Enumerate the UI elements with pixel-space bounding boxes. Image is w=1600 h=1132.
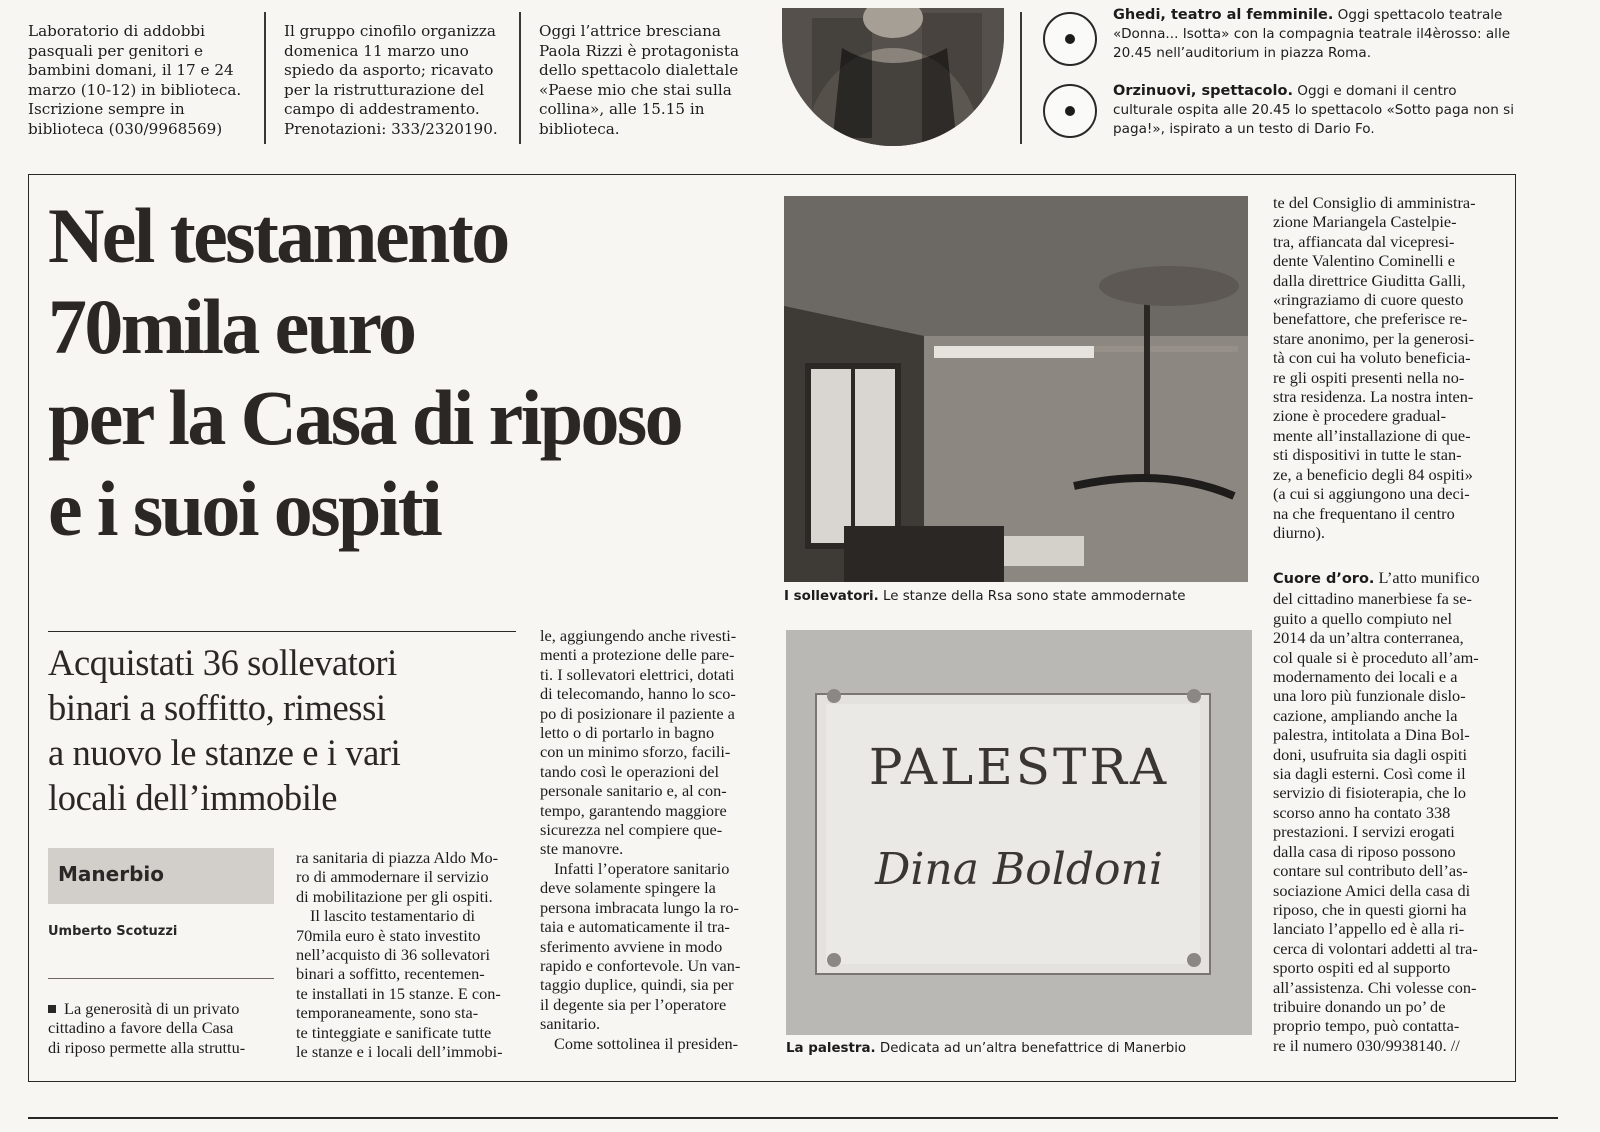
body-line: taia e automaticamente il tra- xyxy=(540,917,730,937)
headline-line: per la Casa di riposo xyxy=(48,374,682,461)
body-line: Il lascito testamentario di xyxy=(310,906,476,926)
body-line: stra residenza. La nostra inten- xyxy=(1273,387,1474,407)
brief-line: Iscrizione sempre in xyxy=(28,100,185,119)
column-divider xyxy=(264,12,266,144)
body-line: con un minimo sforzo, facili- xyxy=(540,742,731,762)
paragraph-lead: Cuore d’oro. xyxy=(1273,571,1375,587)
body-line: mente all’installazione di que- xyxy=(1273,425,1471,445)
body-column-4 xyxy=(1273,193,1476,542)
body-line: te installati in 15 stanze. E con- xyxy=(296,983,501,1003)
brief-cinofilo xyxy=(284,22,514,140)
event-text: Oggi e domani il centro xyxy=(1292,83,1457,99)
photo-palestra-art xyxy=(786,630,1252,1035)
body-line: cazione, ampliando anche la xyxy=(1273,705,1458,725)
body-line: il degente sia per l’operatore xyxy=(540,994,727,1014)
portrait-photo-art xyxy=(782,8,1004,146)
bullet-disc-icon xyxy=(1043,84,1097,138)
location-label: Manerbio xyxy=(58,862,164,886)
body-line: po di posizionare il paziente a xyxy=(540,703,735,723)
sign-palestra-text: PALESTRA xyxy=(868,738,1170,796)
brief-line: collina», alle 15.15 in xyxy=(539,100,705,119)
body-line: te del Consiglio di amministra- xyxy=(1273,193,1476,212)
brief-line: biblioteca (030/9968569) xyxy=(28,119,223,138)
subheadline xyxy=(48,640,400,820)
body-line: di mobilitazione per gli ospiti. xyxy=(296,886,493,906)
body-line: menti a protezione delle pare- xyxy=(540,645,735,665)
headline-line: Nel testamento xyxy=(48,192,508,279)
brief-teatro xyxy=(539,22,769,140)
body-line: rapido e confortevole. Un van- xyxy=(540,955,741,975)
page-bottom-rule xyxy=(28,1117,1558,1119)
body-line: L’atto munifico xyxy=(1374,568,1480,587)
body-line: ti. I sollevatori elettrici, dotati xyxy=(540,664,735,684)
body-line: stare anonimo, per la generosi- xyxy=(1273,328,1475,348)
byline-rule xyxy=(48,978,274,979)
body-line: proprio tempo, può contatta- xyxy=(1273,1016,1460,1036)
body-line: servizio di fisioterapia, che lo xyxy=(1273,783,1467,803)
body-line: 70mila euro è stato investito xyxy=(296,925,481,945)
body-line: 2014 da un’altra conterranea, xyxy=(1273,628,1464,648)
brief-line: Laboratorio di addobbi xyxy=(28,22,206,40)
brief-line: per la ristrutturazione del xyxy=(284,80,485,99)
photo-caption xyxy=(784,589,1186,604)
event-lead: Ghedi, teatro al femminile. xyxy=(1113,7,1334,23)
body-line: (a cui si aggiungono una deci- xyxy=(1273,484,1470,504)
body-line: nell’acquisto di 36 sollevatori xyxy=(296,945,490,965)
body-line: ro di ammodernare il servizio xyxy=(296,867,489,887)
body-line: taggio duplice, quindi, sia per xyxy=(540,975,734,995)
body-line: sti dispositivi in tutte le stan- xyxy=(1273,445,1462,465)
portrait-photo xyxy=(782,8,1004,146)
body-line: tra, affiancata dal vicepresi- xyxy=(1273,231,1455,251)
caption-text: Le stanze della Rsa sono state ammodernate xyxy=(878,589,1186,604)
body-line: diurno). xyxy=(1273,522,1325,542)
body-line: ste manovre. xyxy=(540,839,624,859)
body-line: ze, a beneficio degli 84 ospiti» xyxy=(1273,464,1473,484)
byline: Umberto Scotuzzi xyxy=(48,924,178,939)
event-line: culturale ospita alle 20.45 lo spettacolo «Sotto paga non si xyxy=(1113,102,1514,119)
photo-caption xyxy=(786,1041,1186,1056)
body-line: scorso anno ha contato 338 xyxy=(1273,802,1451,822)
body-line: di riposo permette alla struttu- xyxy=(48,1037,246,1057)
body-line: «ringraziamo di cuore questo xyxy=(1273,290,1464,310)
brief-line: campo di addestramento. xyxy=(284,100,480,119)
body-line: sicurezza nel compiere que- xyxy=(540,820,723,840)
headline-line: e i suoi ospiti xyxy=(48,465,441,552)
caption-lead: La palestra. xyxy=(786,1041,876,1056)
body-line: sia dagli esterni. Così come il xyxy=(1273,764,1466,784)
body-line: personale sanitario e, al con- xyxy=(540,781,727,801)
body-column-3 xyxy=(540,626,740,1053)
headline xyxy=(48,190,681,554)
column-divider xyxy=(519,12,521,144)
brief-line: marzo (10-12) in biblioteca. xyxy=(28,80,242,99)
brief-line: pasquali per genitori e xyxy=(28,41,203,60)
brief-line: bambini domani, il 17 e 24 xyxy=(28,61,234,80)
brief-line: Prenotazioni: 333/2320190. xyxy=(284,119,498,138)
brief-line: Oggi l’attrice bresciana xyxy=(539,22,721,40)
caption-text: Dedicata ad un’altra benefattrice di Manerbio xyxy=(875,1041,1187,1056)
body-line: le, aggiungendo anche rivesti- xyxy=(540,626,737,645)
location-tag xyxy=(48,848,274,904)
body-line: deve solamente spingere la xyxy=(540,878,716,898)
body-line: sferimento avviene in modo xyxy=(540,936,723,956)
body-line: na che frequentano il centro xyxy=(1273,503,1455,523)
event-ghedi xyxy=(1113,6,1510,64)
body-line: sporto ospiti ed al supporto xyxy=(1273,958,1451,978)
body-line: cittadino a favore della Casa xyxy=(48,1018,234,1038)
bullet-disc-icon xyxy=(1043,12,1097,66)
body-line: binari a soffitto, recentemen- xyxy=(296,964,485,984)
body-line: tempo, garantendo maggiore xyxy=(540,800,727,820)
body-line: contare sul contributo dell’as- xyxy=(1273,861,1468,881)
brief-line: dello spettacolo dialettale xyxy=(539,61,739,80)
subhead-line: a nuovo le stanze e i vari xyxy=(48,732,401,773)
event-lead: Orzinuovi, spettacolo. xyxy=(1113,83,1293,99)
body-line: guito a quello compiuto nel xyxy=(1273,608,1453,628)
event-text: Oggi spettacolo teatrale xyxy=(1333,7,1503,23)
body-line: lanciato l’appello ed è alla ri- xyxy=(1273,919,1465,939)
body-line: letto o di portarlo in bagno xyxy=(540,723,715,743)
event-line: «Donna... Isotta» con la compagnia teatrale il4èrosso: alle xyxy=(1113,26,1511,43)
body-line: col quale si è proceduto all’am- xyxy=(1273,647,1479,667)
body-line: dalla casa di riposo possono xyxy=(1273,841,1456,861)
body-line: te tinteggiate e sanificate tutte xyxy=(296,1022,492,1042)
body-line: tando così le operazioni del xyxy=(540,761,720,781)
subhead-line: Acquistati 36 sollevatori xyxy=(48,642,397,683)
body-line: ra sanitaria di piazza Aldo Mo- xyxy=(296,848,499,867)
body-line: temporaneamente, sono sta- xyxy=(296,1003,479,1023)
body-line: all’assistenza. Chi volesse con- xyxy=(1273,977,1477,997)
brief-addobbi xyxy=(28,22,258,140)
body-line: tribuire donando un po’ de xyxy=(1273,996,1446,1016)
photo-palestra xyxy=(786,630,1252,1035)
body-line: Infatti l’operatore sanitario xyxy=(554,858,730,878)
body-line: La generosità di un privato xyxy=(64,999,240,1018)
body-line: palestra, intitolata a Dina Bol- xyxy=(1273,725,1470,745)
headline-line: 70mila euro xyxy=(48,283,415,370)
photo-sollevatori-art xyxy=(784,196,1248,582)
body-line: una loro più funzionale dislo- xyxy=(1273,686,1466,706)
body-line: doni, usufruita sia dagli ospiti xyxy=(1273,744,1467,764)
brief-line: domenica 11 marzo uno xyxy=(284,41,469,60)
body-line: dalla direttrice Giuditta Galli, xyxy=(1273,270,1466,290)
body-line: re gli ospiti presenti nella no- xyxy=(1273,367,1465,387)
body-column-2 xyxy=(296,848,503,1061)
sign-name-text: Dina Boldoni xyxy=(875,844,1163,895)
event-line: 20.45 nell’auditorium in piazza Roma. xyxy=(1113,45,1372,62)
body-line: riposo, che in questi giorni ha xyxy=(1273,899,1467,919)
photo-sollevatori xyxy=(784,196,1248,582)
body-column-4b xyxy=(1273,568,1480,1055)
brief-line: spiedo da asporto; ricavato xyxy=(284,61,494,80)
subhead-line: locali dell’immobile xyxy=(48,777,337,818)
brief-line: Il gruppo cinofilo organizza xyxy=(284,22,496,40)
caption-lead: I sollevatori. xyxy=(784,589,879,604)
body-line: le stanze e i locali dell’immobi- xyxy=(296,1042,503,1062)
body-line: modernamento dei locali e a xyxy=(1273,667,1458,687)
subhead-line: binari a soffitto, rimessi xyxy=(48,687,386,728)
body-line: cerca di volontari addetti al tra- xyxy=(1273,938,1478,958)
brief-line: biblioteca. xyxy=(539,119,620,138)
body-line: dente Valentino Cominelli e xyxy=(1273,251,1455,271)
body-line: sanitario. xyxy=(540,1014,601,1034)
subhead-rule xyxy=(48,631,516,632)
body-line: prestazioni. I servizi erogati xyxy=(1273,822,1455,842)
body-line: zione Mariangela Castelpie- xyxy=(1273,212,1457,232)
brief-line: «Paese mio che stai sulla xyxy=(539,80,732,99)
body-line: zione è procedere gradual- xyxy=(1273,406,1447,426)
event-orzinuovi xyxy=(1113,82,1514,140)
body-line: Come sottolinea il presiden- xyxy=(554,1033,739,1053)
body-line: tà con cui ha voluto beneficia- xyxy=(1273,348,1471,368)
body-line: di telecomando, hanno lo sco- xyxy=(540,684,736,704)
column-divider xyxy=(1020,12,1022,144)
event-line: paga!», ispirato a un testo di Dario Fo. xyxy=(1113,121,1375,138)
body-line: benefattore, che preferisce re- xyxy=(1273,309,1468,329)
brief-line: Paola Rizzi è protagonista xyxy=(539,41,740,60)
square-bullet-icon xyxy=(48,1005,56,1013)
body-line: del cittadino manerbiese fa se- xyxy=(1273,589,1472,609)
body-line: re il numero 030/9938140. // xyxy=(1273,1035,1460,1055)
body-column-1 xyxy=(48,999,245,1057)
body-line: persona imbracata lungo la ro- xyxy=(540,897,739,917)
body-line: sociazione Amici della casa di xyxy=(1273,880,1471,900)
